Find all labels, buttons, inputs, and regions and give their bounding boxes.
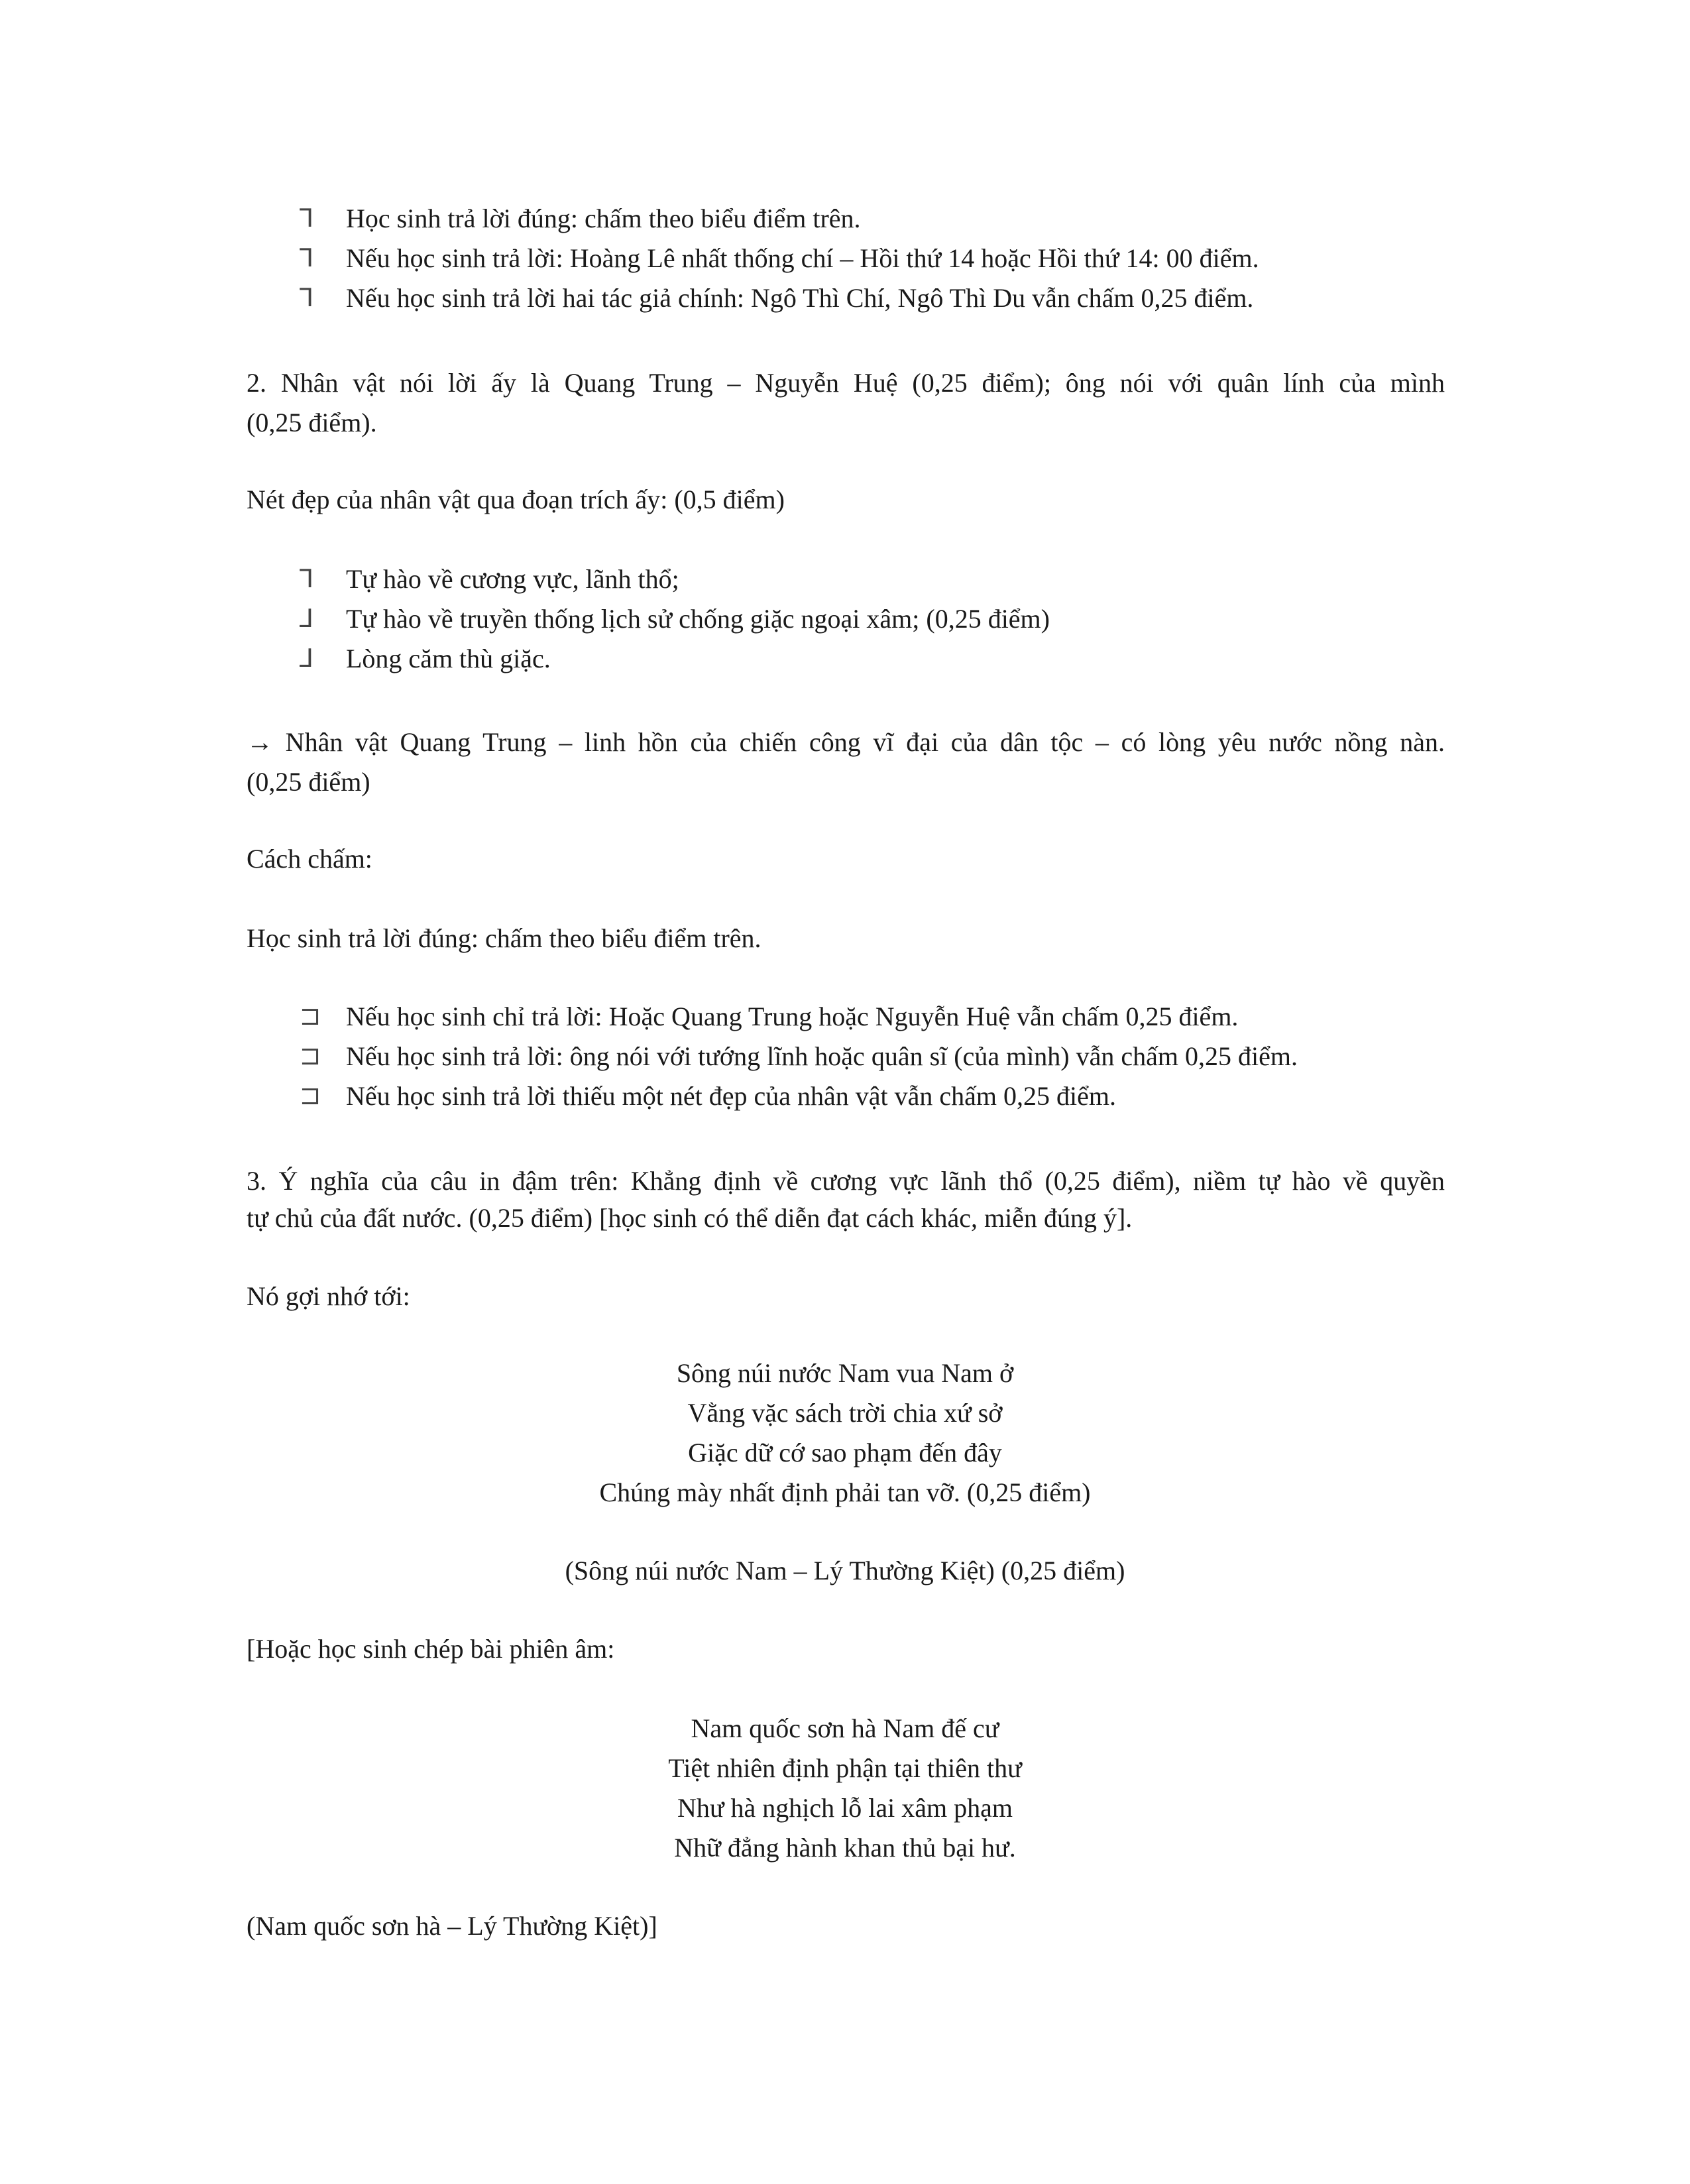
poem-line: Tiệt nhiên định phận tại thiên thư — [668, 1753, 1022, 1783]
q3-answer-line-1: 3. Ý nghĩa của câu in đậm trên: Khẳng định về cương vực lãnh thổ (0,25 điểm), niềm tự hào về quyền — [247, 1166, 1445, 1196]
bracket-glyph-b-icon: ⅃ — [300, 605, 314, 633]
poem-source: (Nam quốc sơn hà – Lý Thường Kiệt)] — [247, 1911, 657, 1941]
q2-answer-line-2: (0,25 điểm). — [247, 408, 377, 437]
poem-source: (Sông núi nước Nam – Lý Thường Kiệt) (0,25 điểm) — [565, 1556, 1125, 1585]
bracket-glyph-c-icon: ⊐ — [300, 1082, 321, 1110]
bracket-glyph-b-icon: ⅃ — [300, 645, 314, 673]
poem-line: Giặc dữ cớ sao phạm đến đây — [688, 1438, 1002, 1467]
poem-line: Nam quốc sơn hà Nam đế cư — [691, 1713, 999, 1743]
grading-item: Nếu học sinh trả lời thiếu một nét đẹp của nhân vật vẫn chấm 0,25 điểm. — [346, 1081, 1116, 1111]
beauty-item: Tự hào về cương vực, lãnh thổ; — [346, 564, 679, 594]
bracket-glyph-c-icon: ⊐ — [300, 1003, 321, 1031]
q2-conclusion-line-1: → Nhân vật Quang Trung – linh hồn của chiến công vĩ đại của dân tộc – có lòng yêu nước nồng nàn. — [247, 727, 1445, 757]
q3-reminder: Nó gợi nhớ tới: — [247, 1281, 410, 1311]
grading-note-item: Học sinh trả lời đúng: chấm theo biểu điểm trên. — [346, 203, 861, 233]
bracket-glyph-a-icon: ⅂ — [300, 284, 314, 312]
bracket-glyph-a-icon: ⅂ — [300, 565, 314, 593]
poem-line: Sông núi nước Nam vua Nam ở — [676, 1358, 1014, 1388]
grading-item: Nếu học sinh trả lời: ông nói với tướng lĩnh hoặc quân sĩ (của mình) vẫn chấm 0,25 điểm. — [346, 1041, 1298, 1071]
grading-note-item: Nếu học sinh trả lời: Hoàng Lê nhất thống chí – Hồi thứ 14 hoặc Hồi thứ 14: 00 điểm. — [346, 243, 1259, 273]
q2-answer-line-1: 2. Nhân vật nói lời ấy là Quang Trung – Nguyễn Huệ (0,25 điểm); ông nói với quân lính của mình — [247, 368, 1445, 398]
bracket-glyph-c-icon: ⊐ — [300, 1043, 321, 1070]
beauty-item: Lòng căm thù giặc. — [346, 644, 551, 673]
beauty-item: Tự hào về truyền thống lịch sử chống giặc ngoại xâm; (0,25 điểm) — [346, 604, 1050, 634]
bracket-glyph-a-icon: ⅂ — [300, 205, 314, 233]
grading-heading: Cách chấm: — [247, 844, 372, 874]
alt-intro: [Hoặc học sinh chép bài phiên âm: — [247, 1634, 615, 1664]
grading-item: Nếu học sinh chỉ trả lời: Hoặc Quang Trung hoặc Nguyễn Huệ vẫn chấm 0,25 điểm. — [346, 1002, 1239, 1031]
q3-answer-line-2: tự chủ của đất nước. (0,25 điểm) [học sinh có thể diễn đạt cách khác, miễn đúng ý]. — [247, 1203, 1133, 1233]
grading-note-item: Nếu học sinh trả lời hai tác giả chính: Ngô Thì Chí, Ngô Thì Du vẫn chấm 0,25 điểm. — [346, 283, 1254, 313]
poem-line: Nhữ đẳng hành khan thủ bại hư. — [674, 1833, 1016, 1863]
grading-intro: Học sinh trả lời đúng: chấm theo biểu điểm trên. — [247, 923, 761, 953]
q2-beauty-heading: Nét đẹp của nhân vật qua đoạn trích ấy: (0,5 điểm) — [247, 485, 785, 514]
q2-conclusion-line-2: (0,25 điểm) — [247, 767, 370, 797]
poem-line: Chúng mày nhất định phải tan vỡ. (0,25 điểm) — [599, 1477, 1091, 1507]
bracket-glyph-a-icon: ⅂ — [300, 245, 314, 272]
poem-line: Như hà nghịch lỗ lai xâm phạm — [677, 1793, 1013, 1823]
poem-line: Vằng vặc sách trời chia xứ sở — [687, 1398, 1003, 1428]
